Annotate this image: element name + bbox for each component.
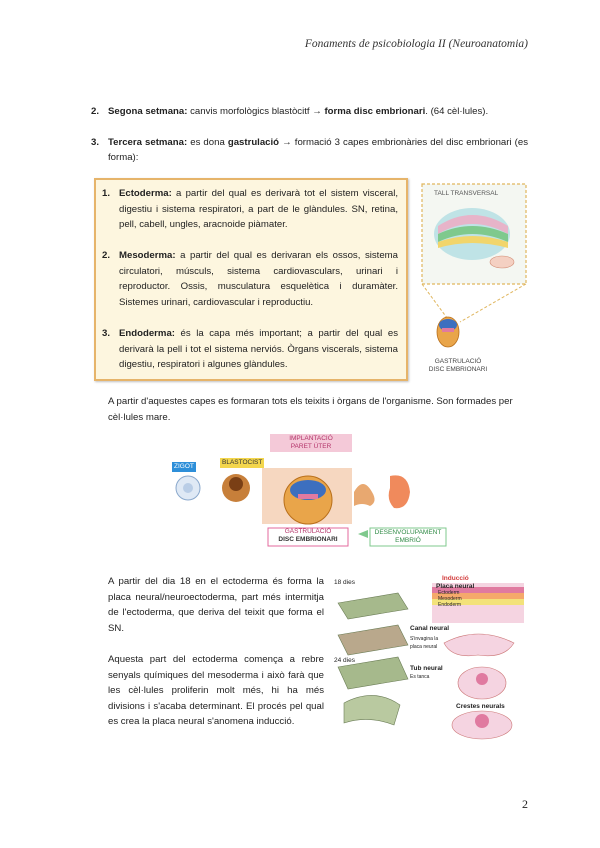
layer-text: és la capa més important; a partir del qual es derivarà la pell i tot el sistema nerviós. Òrgans viscerals, sistema digestiu, respiratori i algunes glàndules.: [119, 328, 398, 370]
label-canal-sub: S'invagina la placa neural: [410, 636, 439, 650]
cross-section-figure: [420, 182, 528, 378]
label-induccio: Inducció: [442, 575, 469, 582]
paragraph-neural-plate: A partir del dia 18 en el ectoderma és forma la placa neural/neuroectoderma, part més intermitja de l'ectoderma, que deriva del teixit que forma el SN.: [108, 576, 324, 634]
label-zigot: ZIGOT: [174, 463, 194, 470]
page-number: 2: [522, 797, 528, 811]
paragraph-induction: Aquesta part del ectoderma comença a rebre senyals químiques del mesoderma i això farà que les cèl·lules proliferin molt més, hi ha més divisions i s'acaba determinant. El procés pel qual es crea la placa neural s'anomena inducció.: [108, 654, 324, 727]
item-text: canvis morfològics blastòcitf →: [187, 106, 325, 117]
list-item-second-week: [91, 104, 528, 119]
label-blastocist: BLASTOCIST: [222, 459, 263, 466]
layer-endoderm: [102, 326, 398, 373]
label-ectoderm: Ectoderm: [438, 590, 460, 596]
page-header: Fonaments de psicobiologia II (Neuroanatomia): [304, 38, 528, 50]
layer-title: Mesoderma:: [119, 250, 176, 261]
label-gastrulacio: GASTRULACIÓ: [284, 528, 332, 535]
layer-number: 2.: [102, 250, 111, 261]
label-canal-neural: Canal neural: [410, 625, 450, 632]
germ-layers-box: [94, 178, 408, 381]
item-number: 2.: [91, 106, 100, 117]
cross-section-title: TALL TRANSVERSAL: [434, 190, 499, 197]
item-text: → formació 3 capes embrionàries del disc embrionari (es forma):: [108, 137, 528, 163]
label-crestes-neurals: Crestes neurals: [456, 703, 505, 710]
layer-number: 1.: [102, 188, 111, 199]
neural-tube-illustration: [334, 575, 528, 745]
label-mesoderm: Mesoderm: [438, 596, 462, 602]
layer-title: Endoderma:: [119, 328, 175, 339]
layer-number: 3.: [102, 328, 111, 339]
label-tub-neural: Tub neural: [410, 665, 443, 672]
label-endoderm: Endoderm: [438, 602, 462, 608]
label-disc-embrionari: DISC EMBRIONARI: [278, 536, 338, 543]
layer-text: a partir del qual es derivarà tot el sistem visceral, digestiu i sistema respiratori, a part de le glàndules. SN, retina, pell, cabell, ungles, aracnoide piàmater.: [119, 188, 398, 230]
label-18-days: 18 dies: [334, 579, 355, 586]
layer-title: Ectoderma:: [119, 188, 172, 199]
paragraph-stem-cells: A partir d'aquestes capes es formaran tots els teixits i òrgans de l'organisme. Son formades per cèl·lules mare.: [108, 396, 513, 423]
item-title: Segona setmana:: [108, 106, 188, 117]
item-text: es dona: [187, 137, 228, 148]
item-text: . (64 cèl·lules).: [425, 106, 489, 117]
item-bold: gastrulació: [227, 137, 280, 148]
layer-ectoderm: [102, 186, 398, 233]
label-desenvolupament: DESENVOLUPAMENT EMBRIÓ: [374, 529, 442, 544]
list-item-third-week: [91, 135, 528, 165]
label-implantacio: IMPLANTACIÓ PARET ÚTER: [270, 434, 352, 452]
label-24-days: 24 dies: [334, 657, 355, 664]
layer-text: a partir del qual es derivaran els ossos, sistema circulatori, músculs, sistema cardiovasculars, urinari i reproductor. Ossis, musculatura esquelètica i duramàter. Sistemes urinari, cardiovascular i reproductiu.: [119, 250, 398, 308]
item-bold: forma disc embrionari: [324, 106, 426, 117]
cross-section-caption: GASTRULACIÓ DISC EMBRIONARI: [428, 358, 488, 373]
item-title: Tercera setmana:: [108, 137, 188, 148]
layer-mesoderm: [102, 248, 398, 310]
neural-tube-figure: [334, 575, 528, 745]
item-number: 3.: [91, 137, 100, 148]
development-timeline-figure: [158, 432, 448, 548]
cross-section-illustration: [420, 182, 528, 378]
label-tub-sub: Es tanca: [410, 674, 430, 680]
label-placa-neural: Placa neural: [436, 583, 475, 590]
